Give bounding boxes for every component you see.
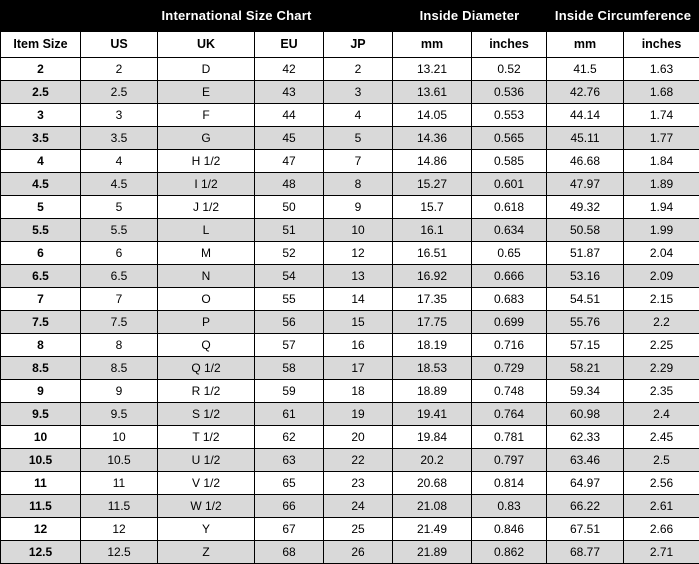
cell-diameter-mm: 21.89 <box>393 541 472 564</box>
cell-item-size: 4 <box>1 150 81 173</box>
cell-jp: 2 <box>324 58 393 81</box>
cell-uk: H 1/2 <box>158 150 255 173</box>
cell-eu: 61 <box>255 403 324 426</box>
cell-item-size: 10.5 <box>1 449 81 472</box>
cell-diameter-mm: 20.68 <box>393 472 472 495</box>
cell-diameter-inches: 0.83 <box>472 495 547 518</box>
cell-uk: P <box>158 311 255 334</box>
cell-circumference-inches: 2.45 <box>624 426 699 449</box>
cell-uk: G <box>158 127 255 150</box>
cell-eu: 56 <box>255 311 324 334</box>
cell-item-size: 3.5 <box>1 127 81 150</box>
cell-jp: 14 <box>324 288 393 311</box>
cell-diameter-mm: 14.86 <box>393 150 472 173</box>
cell-circumference-inches: 2.4 <box>624 403 699 426</box>
cell-diameter-mm: 19.41 <box>393 403 472 426</box>
cell-eu: 62 <box>255 426 324 449</box>
cell-circumference-mm: 42.76 <box>547 81 624 104</box>
table-row <box>1 288 699 311</box>
cell-circumference-inches: 1.99 <box>624 219 699 242</box>
column-header-jp: JP <box>324 32 393 58</box>
cell-item-size: 6.5 <box>1 265 81 288</box>
table-row <box>1 58 699 81</box>
cell-circumference-mm: 49.32 <box>547 196 624 219</box>
cell-diameter-mm: 18.19 <box>393 334 472 357</box>
cell-uk: L <box>158 219 255 242</box>
cell-uk: Y <box>158 518 255 541</box>
cell-diameter-inches: 0.716 <box>472 334 547 357</box>
cell-eu: 47 <box>255 150 324 173</box>
cell-circumference-mm: 57.15 <box>547 334 624 357</box>
cell-us: 3 <box>81 104 158 127</box>
cell-diameter-mm: 14.36 <box>393 127 472 150</box>
cell-diameter-inches: 0.553 <box>472 104 547 127</box>
cell-us: 9.5 <box>81 403 158 426</box>
cell-diameter-mm: 16.51 <box>393 242 472 265</box>
cell-eu: 67 <box>255 518 324 541</box>
cell-jp: 22 <box>324 449 393 472</box>
cell-jp: 9 <box>324 196 393 219</box>
table-row <box>1 242 699 265</box>
cell-uk: T 1/2 <box>158 426 255 449</box>
cell-us: 9 <box>81 380 158 403</box>
cell-circumference-inches: 1.63 <box>624 58 699 81</box>
cell-circumference-mm: 45.11 <box>547 127 624 150</box>
table-row <box>1 426 699 449</box>
cell-diameter-mm: 20.2 <box>393 449 472 472</box>
cell-uk: D <box>158 58 255 81</box>
cell-diameter-inches: 0.781 <box>472 426 547 449</box>
cell-diameter-inches: 0.585 <box>472 150 547 173</box>
cell-jp: 15 <box>324 311 393 334</box>
group-header-inside-circumference: Inside Circumference <box>547 1 699 32</box>
table-row <box>1 472 699 495</box>
cell-uk: W 1/2 <box>158 495 255 518</box>
cell-uk: I 1/2 <box>158 173 255 196</box>
cell-diameter-mm: 15.27 <box>393 173 472 196</box>
cell-jp: 20 <box>324 426 393 449</box>
table-row <box>1 403 699 426</box>
cell-item-size: 12 <box>1 518 81 541</box>
cell-circumference-mm: 67.51 <box>547 518 624 541</box>
cell-eu: 55 <box>255 288 324 311</box>
cell-diameter-inches: 0.729 <box>472 357 547 380</box>
cell-diameter-mm: 18.89 <box>393 380 472 403</box>
cell-diameter-mm: 15.7 <box>393 196 472 219</box>
column-header-circumference-inches: inches <box>624 32 699 58</box>
cell-eu: 68 <box>255 541 324 564</box>
cell-item-size: 9.5 <box>1 403 81 426</box>
table-row <box>1 150 699 173</box>
cell-jp: 23 <box>324 472 393 495</box>
cell-circumference-inches: 2.29 <box>624 357 699 380</box>
cell-jp: 8 <box>324 173 393 196</box>
cell-uk: S 1/2 <box>158 403 255 426</box>
cell-eu: 45 <box>255 127 324 150</box>
cell-circumference-mm: 63.46 <box>547 449 624 472</box>
table-row <box>1 196 699 219</box>
cell-diameter-inches: 0.666 <box>472 265 547 288</box>
cell-eu: 43 <box>255 81 324 104</box>
cell-eu: 44 <box>255 104 324 127</box>
table-row <box>1 127 699 150</box>
cell-circumference-inches: 1.77 <box>624 127 699 150</box>
cell-jp: 4 <box>324 104 393 127</box>
cell-item-size: 10 <box>1 426 81 449</box>
cell-diameter-inches: 0.634 <box>472 219 547 242</box>
cell-eu: 66 <box>255 495 324 518</box>
table-row <box>1 173 699 196</box>
cell-diameter-inches: 0.618 <box>472 196 547 219</box>
column-header-diameter-inches: inches <box>472 32 547 58</box>
cell-eu: 63 <box>255 449 324 472</box>
cell-circumference-inches: 2.2 <box>624 311 699 334</box>
cell-circumference-mm: 50.58 <box>547 219 624 242</box>
cell-diameter-inches: 0.814 <box>472 472 547 495</box>
cell-diameter-mm: 21.08 <box>393 495 472 518</box>
cell-uk: O <box>158 288 255 311</box>
group-header-row <box>1 1 699 32</box>
cell-eu: 52 <box>255 242 324 265</box>
cell-jp: 5 <box>324 127 393 150</box>
cell-eu: 58 <box>255 357 324 380</box>
cell-circumference-mm: 60.98 <box>547 403 624 426</box>
cell-circumference-inches: 2.15 <box>624 288 699 311</box>
column-header-circumference-mm: mm <box>547 32 624 58</box>
cell-item-size: 5 <box>1 196 81 219</box>
cell-us: 10 <box>81 426 158 449</box>
cell-diameter-mm: 14.05 <box>393 104 472 127</box>
group-header-blank <box>1 1 81 32</box>
cell-diameter-inches: 0.565 <box>472 127 547 150</box>
cell-item-size: 7 <box>1 288 81 311</box>
cell-circumference-inches: 2.71 <box>624 541 699 564</box>
cell-uk: V 1/2 <box>158 472 255 495</box>
cell-item-size: 11.5 <box>1 495 81 518</box>
cell-item-size: 4.5 <box>1 173 81 196</box>
cell-item-size: 8.5 <box>1 357 81 380</box>
table-row <box>1 81 699 104</box>
cell-diameter-inches: 0.748 <box>472 380 547 403</box>
cell-us: 5.5 <box>81 219 158 242</box>
cell-circumference-mm: 62.33 <box>547 426 624 449</box>
cell-us: 8.5 <box>81 357 158 380</box>
table-row <box>1 380 699 403</box>
cell-item-size: 6 <box>1 242 81 265</box>
cell-circumference-inches: 2.09 <box>624 265 699 288</box>
column-header-row <box>1 32 699 58</box>
table-row <box>1 518 699 541</box>
cell-circumference-inches: 2.04 <box>624 242 699 265</box>
table-row <box>1 541 699 564</box>
cell-jp: 3 <box>324 81 393 104</box>
cell-jp: 26 <box>324 541 393 564</box>
table-row <box>1 334 699 357</box>
cell-us: 7.5 <box>81 311 158 334</box>
cell-jp: 13 <box>324 265 393 288</box>
cell-jp: 19 <box>324 403 393 426</box>
cell-us: 2.5 <box>81 81 158 104</box>
cell-circumference-mm: 55.76 <box>547 311 624 334</box>
cell-jp: 10 <box>324 219 393 242</box>
table-body <box>1 58 699 564</box>
cell-us: 11.5 <box>81 495 158 518</box>
cell-diameter-mm: 13.21 <box>393 58 472 81</box>
cell-diameter-inches: 0.846 <box>472 518 547 541</box>
cell-jp: 24 <box>324 495 393 518</box>
cell-us: 4.5 <box>81 173 158 196</box>
table-header <box>1 1 699 58</box>
cell-us: 2 <box>81 58 158 81</box>
cell-us: 4 <box>81 150 158 173</box>
cell-jp: 25 <box>324 518 393 541</box>
cell-circumference-inches: 1.84 <box>624 150 699 173</box>
cell-item-size: 2.5 <box>1 81 81 104</box>
cell-circumference-inches: 2.66 <box>624 518 699 541</box>
cell-diameter-inches: 0.65 <box>472 242 547 265</box>
cell-eu: 59 <box>255 380 324 403</box>
cell-uk: F <box>158 104 255 127</box>
cell-item-size: 3 <box>1 104 81 127</box>
cell-item-size: 2 <box>1 58 81 81</box>
cell-diameter-inches: 0.536 <box>472 81 547 104</box>
cell-circumference-mm: 51.87 <box>547 242 624 265</box>
cell-circumference-mm: 59.34 <box>547 380 624 403</box>
table-row <box>1 449 699 472</box>
cell-jp: 17 <box>324 357 393 380</box>
table-row <box>1 104 699 127</box>
cell-us: 5 <box>81 196 158 219</box>
cell-eu: 65 <box>255 472 324 495</box>
cell-eu: 50 <box>255 196 324 219</box>
cell-jp: 16 <box>324 334 393 357</box>
cell-jp: 12 <box>324 242 393 265</box>
column-header-diameter-mm: mm <box>393 32 472 58</box>
cell-circumference-inches: 2.61 <box>624 495 699 518</box>
table-row <box>1 219 699 242</box>
cell-eu: 57 <box>255 334 324 357</box>
cell-diameter-inches: 0.862 <box>472 541 547 564</box>
cell-uk: J 1/2 <box>158 196 255 219</box>
cell-circumference-mm: 44.14 <box>547 104 624 127</box>
cell-circumference-inches: 1.94 <box>624 196 699 219</box>
column-header-eu: EU <box>255 32 324 58</box>
cell-uk: Z <box>158 541 255 564</box>
cell-item-size: 12.5 <box>1 541 81 564</box>
cell-item-size: 11 <box>1 472 81 495</box>
cell-circumference-inches: 2.35 <box>624 380 699 403</box>
cell-diameter-inches: 0.683 <box>472 288 547 311</box>
column-header-item-size: Item Size <box>1 32 81 58</box>
cell-item-size: 8 <box>1 334 81 357</box>
cell-circumference-mm: 68.77 <box>547 541 624 564</box>
cell-us: 12 <box>81 518 158 541</box>
column-header-uk: UK <box>158 32 255 58</box>
cell-circumference-mm: 58.21 <box>547 357 624 380</box>
group-header-inside-diameter: Inside Diameter <box>393 1 547 32</box>
cell-us: 10.5 <box>81 449 158 472</box>
cell-circumference-inches: 1.68 <box>624 81 699 104</box>
cell-eu: 54 <box>255 265 324 288</box>
cell-circumference-mm: 53.16 <box>547 265 624 288</box>
cell-diameter-inches: 0.601 <box>472 173 547 196</box>
cell-circumference-mm: 47.97 <box>547 173 624 196</box>
column-header-us: US <box>81 32 158 58</box>
cell-circumference-inches: 1.89 <box>624 173 699 196</box>
cell-item-size: 9 <box>1 380 81 403</box>
cell-circumference-inches: 2.56 <box>624 472 699 495</box>
cell-circumference-inches: 2.25 <box>624 334 699 357</box>
table-row <box>1 495 699 518</box>
group-header-international: International Size Chart <box>81 1 393 32</box>
cell-diameter-mm: 16.1 <box>393 219 472 242</box>
cell-circumference-mm: 64.97 <box>547 472 624 495</box>
cell-eu: 48 <box>255 173 324 196</box>
cell-circumference-mm: 54.51 <box>547 288 624 311</box>
cell-jp: 18 <box>324 380 393 403</box>
cell-circumference-inches: 2.5 <box>624 449 699 472</box>
cell-uk: U 1/2 <box>158 449 255 472</box>
cell-uk: Q 1/2 <box>158 357 255 380</box>
cell-diameter-inches: 0.797 <box>472 449 547 472</box>
cell-diameter-mm: 17.35 <box>393 288 472 311</box>
cell-diameter-mm: 18.53 <box>393 357 472 380</box>
cell-diameter-mm: 13.61 <box>393 81 472 104</box>
table-row <box>1 357 699 380</box>
cell-uk: Q <box>158 334 255 357</box>
table-row <box>1 265 699 288</box>
cell-eu: 42 <box>255 58 324 81</box>
cell-uk: N <box>158 265 255 288</box>
cell-diameter-mm: 17.75 <box>393 311 472 334</box>
cell-us: 12.5 <box>81 541 158 564</box>
cell-item-size: 7.5 <box>1 311 81 334</box>
cell-circumference-mm: 66.22 <box>547 495 624 518</box>
cell-us: 8 <box>81 334 158 357</box>
cell-uk: M <box>158 242 255 265</box>
cell-us: 11 <box>81 472 158 495</box>
cell-diameter-inches: 0.764 <box>472 403 547 426</box>
table-row <box>1 311 699 334</box>
cell-diameter-inches: 0.52 <box>472 58 547 81</box>
cell-us: 6 <box>81 242 158 265</box>
cell-diameter-mm: 21.49 <box>393 518 472 541</box>
cell-circumference-inches: 1.74 <box>624 104 699 127</box>
cell-diameter-mm: 16.92 <box>393 265 472 288</box>
cell-us: 6.5 <box>81 265 158 288</box>
cell-circumference-mm: 41.5 <box>547 58 624 81</box>
cell-diameter-mm: 19.84 <box>393 426 472 449</box>
cell-item-size: 5.5 <box>1 219 81 242</box>
cell-jp: 7 <box>324 150 393 173</box>
cell-diameter-inches: 0.699 <box>472 311 547 334</box>
cell-circumference-mm: 46.68 <box>547 150 624 173</box>
cell-uk: R 1/2 <box>158 380 255 403</box>
cell-eu: 51 <box>255 219 324 242</box>
cell-uk: E <box>158 81 255 104</box>
cell-us: 7 <box>81 288 158 311</box>
cell-us: 3.5 <box>81 127 158 150</box>
